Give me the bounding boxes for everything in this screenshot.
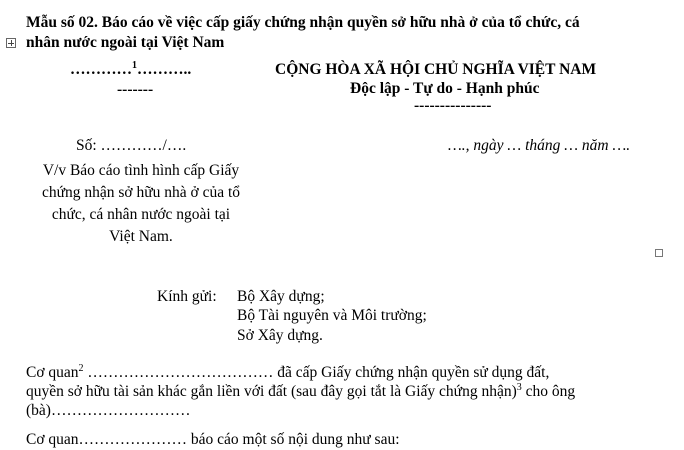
national-title: CỘNG HÒA XÃ HỘI CHỦ NGHĨA VIỆT NAM: [275, 61, 597, 78]
table-move-handle-icon[interactable]: [6, 38, 16, 48]
document-title-line1: Mẫu số 02. Báo cáo về việc cấp giấy chứng nhận quyền sở hữu nhà ở của tổ chức, cá: [26, 14, 580, 31]
agency-dots-left: …………: [70, 61, 132, 78]
recipient-item: Bộ Tài nguyên và Môi trường;: [237, 307, 427, 324]
table-resize-handle-icon[interactable]: [655, 249, 663, 257]
motto-separator: ---------------: [414, 97, 492, 114]
footnote-2-marker: 2: [78, 362, 84, 374]
document-number: Số: …………/….: [76, 137, 187, 154]
recipient-item: Sở Xây dựng.: [237, 327, 323, 344]
subject-line-4: Việt Nam.: [109, 228, 173, 245]
footnote-3-marker: 3: [516, 381, 522, 393]
agency-separator: -------: [117, 81, 154, 98]
subject-line-2: chứng nhận sở hữu nhà ở của tổ: [41, 184, 241, 201]
body-paragraph-1-line3: (bà)………………………: [26, 402, 191, 419]
recipient-item: Bộ Xây dựng;: [237, 288, 325, 305]
subject-line-3: chức, cá nhân nước ngoài tại: [51, 206, 231, 223]
body-paragraph-1-line1: Cơ quan$^2$ ……………………………… đã cấp Giấy chứng nhận quyền sử dụng đất,: [26, 362, 550, 381]
footnote-1-marker: 1: [132, 59, 137, 71]
document-title-line2: nhân nước ngoài tại Việt Nam: [26, 34, 225, 51]
agency-name-placeholder: [70, 60, 191, 79]
body-paragraph-1-line2: quyền sở hữu tài sản khác gắn liền với đất (sau đây gọi tắt là Giấy chứng nhận)$^3$ cho ông: [26, 381, 576, 400]
agency-dots-right: ………..: [137, 61, 192, 78]
national-motto: Độc lập - Tự do - Hạnh phúc: [350, 80, 540, 97]
issue-date: …., ngày … tháng … năm ….: [448, 137, 631, 154]
body-paragraph-2: Cơ quan………………… báo cáo một số nội dung như sau:: [26, 431, 400, 448]
recipients-label: Kính gửi:: [157, 288, 217, 305]
subject-line-1: V/v Báo cáo tình hình cấp Giấy: [42, 162, 240, 179]
subject-block: [10, 160, 272, 248]
